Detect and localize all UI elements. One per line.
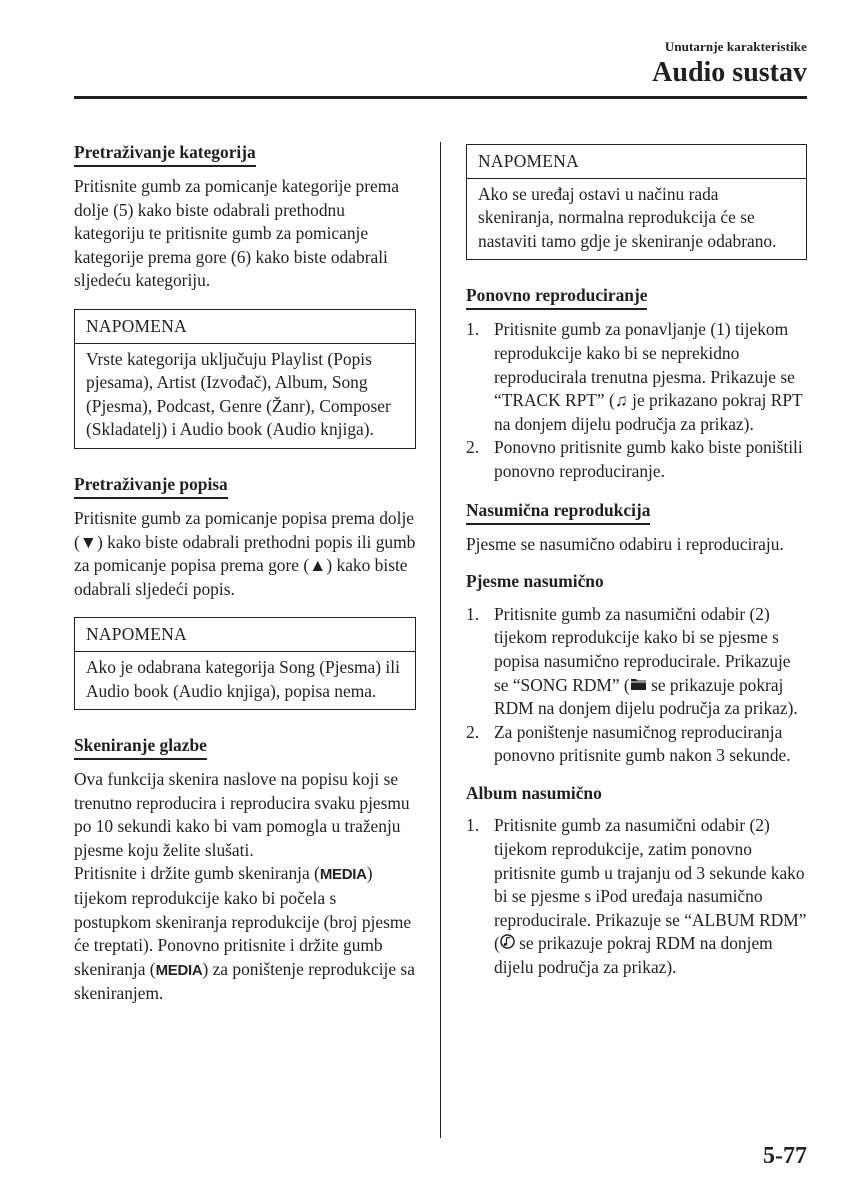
note-title: NAPOMENA: [75, 310, 415, 344]
triangle-down-icon: ▼: [79, 531, 98, 552]
songs-random-subheading: Pjesme nasumično: [466, 571, 604, 592]
page-number: 5-77: [763, 1143, 807, 1169]
right-column: [466, 140, 807, 980]
note-title: NAPOMENA: [467, 145, 806, 179]
album-random-subheading: Album nasumično: [466, 782, 602, 803]
section-label: Unutarnje karakteristike: [664, 39, 807, 54]
list-item: 2. Ponovno pritisnite gumb kako biste poništili ponovno reproduciranje.: [466, 437, 803, 481]
scan-instructions: Pritisnite i držite gumb skeniranja (MEDIA) tijekom reprodukcije kako bi počela s postupkom skeniranja reprodukcije (broj pjesme će treptati). Ponovno pritisnite i držite gumb skeniranja (MEDIA) za poništenje reprodukcije sa skeniranjem.: [74, 863, 415, 1004]
category-search-heading: Pretraživanje kategorija: [74, 140, 256, 167]
repeat-steps: [466, 318, 807, 483]
note-box: [466, 144, 807, 260]
list-search-heading: Pretraživanje popisa: [74, 472, 228, 499]
shuffle-text: Pjesme se nasumično odabiru i reproduciraju.: [466, 533, 784, 554]
note-box: [74, 309, 416, 449]
scan-heading: Skeniranje glazbe: [74, 733, 207, 760]
music-note-icon: ♫: [614, 390, 628, 411]
left-column: [74, 140, 416, 1006]
list-search-text: Pritisnite gumb za pomicanje popisa prema dolje (▼) kako biste odabrali prethodni popis ili gumb za pomicanje popisa prema gore (▲) kako biste odabrali sljedeći popis.: [74, 507, 416, 599]
column-divider: [440, 142, 441, 1138]
songs-random-steps: [466, 603, 807, 768]
media-button-label: MEDIA: [155, 961, 203, 979]
media-button-label: MEDIA: [319, 866, 367, 884]
list-item: 1. Pritisnite gumb za nasumični odabir (2) tijekom reprodukcije kako bi se pjesme s popisa nasumično reproducirale. Prikazuje se “SONG RDM” ( se prikazuje pokraj RDM na donjem dijelu područja za prikaz).: [466, 603, 798, 719]
note-box: [74, 617, 416, 710]
header-rule: [74, 96, 807, 99]
list-item: 1. Pritisnite gumb za ponavljanje (1) tijekom reprodukcije kako bi se neprekidno reproducirala trenutna pjesma. Prikazuje se “TRACK RPT” (♫ je prikazano pokraj RPT na donjem dijelu područja za prikaz).: [466, 319, 803, 434]
note-text: Vrste kategorija uključuju Playlist (Popis pjesama), Artist (Izvođač), Album, Song (Pjesma), Podcast, Genre (Žanr), Composer (Skladatelj) i Audio book (Audio knjiga).: [86, 348, 391, 440]
shuffle-heading: Nasumična reprodukcija: [466, 498, 650, 525]
note-title: NAPOMENA: [75, 618, 415, 652]
note-text: Ako se uređaj ostavi u načinu rada skeniranja, normalna reprodukcija će se nastaviti tamo gdje je skeniranje odabrano.: [478, 183, 777, 251]
folder-icon: [630, 674, 647, 698]
category-search-text: Pritisnite gumb za pomicanje kategorije prema dolje (5) kako biste odabrali prethodnu kategoriju te pritisnite gumb za pomicanje kategorije prema gore (6) kako biste odabrali sljedeću kategoriju.: [74, 176, 400, 291]
scan-text: Ova funkcija skenira naslove na popisu koji se trenutno reproducira i reproducira svaku pjesmu po 10 sekundi kako bi vam pomogla u traženju pjesme koju želite slušati.: [74, 769, 410, 860]
triangle-up-icon: ▲: [309, 555, 327, 576]
note-text: Ako je odabrana kategorija Song (Pjesma) ili Audio book (Audio knjiga), popisa nema.: [86, 656, 400, 701]
list-item: 1. Pritisnite gumb za nasumični odabir (2) tijekom reprodukcije, zatim ponovno pritisnite gumb u trajanju od 3 sekunde kako bi se pjesme s iPod uređaja nasumično reproducirale. Prikazuje se “ALBUM RDM” ( se prikazuje pokraj RDM na donjem dijelu područja za prikaz).: [466, 815, 807, 978]
album-random-steps: [466, 814, 807, 979]
page-title: Audio sustav: [652, 57, 807, 88]
disc-note-icon: [500, 932, 515, 956]
repeat-heading: Ponovno reproduciranje: [466, 283, 647, 310]
list-item: 2. Za poništenje nasumičnog reproduciranja ponovno pritisnite gumb nakon 3 sekunde.: [466, 721, 791, 766]
